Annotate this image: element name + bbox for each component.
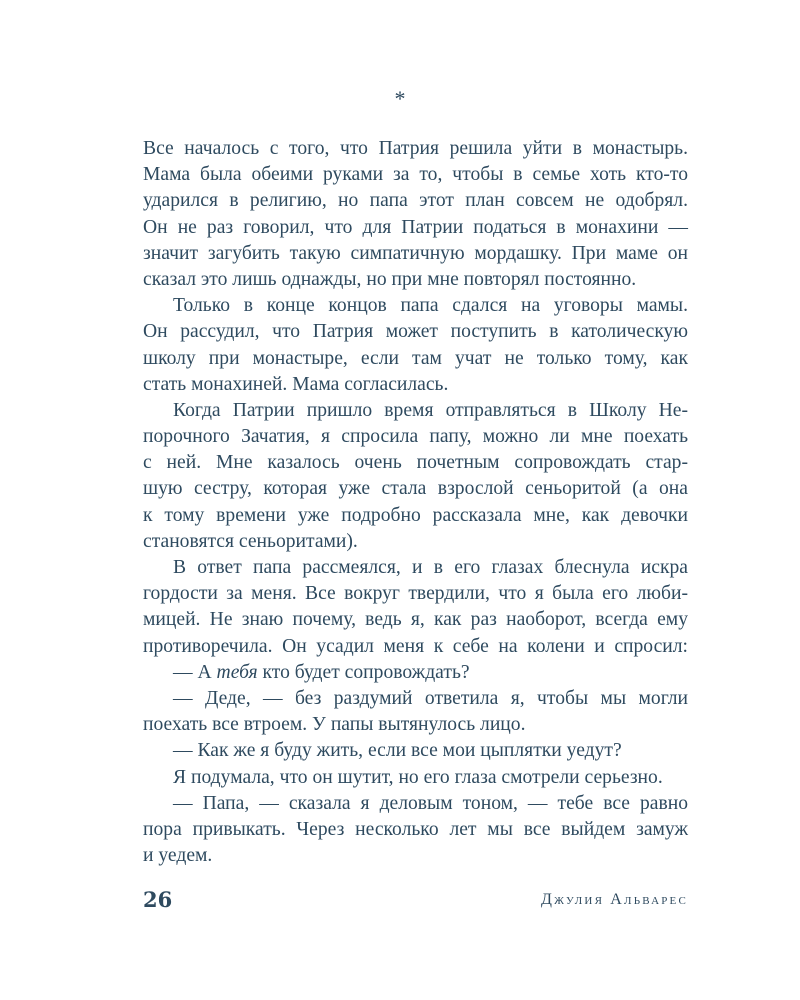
text-line: — Деде, — без раздумий ответила я, чтобы мы могли — [173, 687, 688, 709]
text-line: пора привыкать. Через несколько лет мы все выйдем замуж — [143, 818, 688, 840]
text-line: ударился в религию, но папа этот план совсем не одобрял. — [143, 190, 688, 212]
dialogue-text: кто будет сопровождать? — [257, 661, 470, 683]
text-line: — Папа, — сказала я деловым тоном, — тебе все равно — [173, 792, 688, 814]
text-line: Я подумала, что он шутит, но его глаза смотрели серьезно. — [173, 766, 663, 788]
text-line: Все началось с того, что Патрия решила уйти в монастырь. — [143, 138, 688, 159]
text-line: становятся сеньоритами). — [143, 530, 358, 552]
text-line: с ней. Мне казалось очень почетным сопровождать стар- — [143, 452, 688, 474]
text-line: школу при монастыре, если там учат не только тому, как — [143, 347, 688, 369]
text-line: Мама была обеими руками за то, чтобы в семье хоть кто-то — [143, 164, 688, 186]
page-footer — [143, 886, 688, 914]
text-line: В ответ папа рассмеялся, и в его глазах блеснула искра — [173, 557, 688, 578]
text-line: значит загубить такую симпатичную мордашку. При маме он — [143, 242, 688, 264]
text-line: противоречила. Он усадил меня к себе на колени и спросил: — [143, 635, 688, 657]
text-line: Он рассудил, что Патрия может поступить в католическую — [143, 321, 688, 343]
page-number: 26 — [143, 887, 173, 912]
text-line: Он не раз говорил, что для Патрии податься в монахини — — [143, 216, 688, 238]
dialogue-line — [143, 660, 688, 686]
text-line: стать монахиней. Мама согласилась. — [143, 373, 449, 395]
section-break-asterisk: * — [394, 86, 406, 111]
running-author: Джулия Альварес — [541, 891, 688, 908]
body-text — [143, 136, 688, 869]
text-line: и уедем. — [143, 845, 213, 867]
text-line: — Как же я буду жить, если все мои цыплятки уедут? — [173, 740, 622, 762]
text-line: гордости за меня. Все вокруг твердили, что я была его люби- — [143, 583, 688, 605]
text-line: поехать все втроем. У папы вытянулось лицо. — [143, 714, 526, 736]
dialogue-text: — А — [173, 661, 217, 683]
text-line: Только в конце концов папа сдался на уговоры мамы. — [173, 295, 688, 317]
text-line: шую сестру, которая уже стала взрослой сеньоритой (а она — [143, 478, 688, 500]
text-line: к тому времени уже подробно рассказала мне, как девочки — [143, 504, 688, 526]
text-line: Когда Патрии пришло время отправляться в Школу Не- — [173, 399, 688, 421]
text-line: порочного Зачатия, я спросила папу, можно ли мне поехать — [143, 426, 688, 448]
text-line: мицей. Не знаю почему, ведь я, как раз наоборот, всегда ему — [143, 609, 688, 631]
text-line: сказал это лишь однажды, но при мне повторял постоянно. — [143, 268, 637, 290]
emphasized-word: тебя — [216, 661, 258, 683]
